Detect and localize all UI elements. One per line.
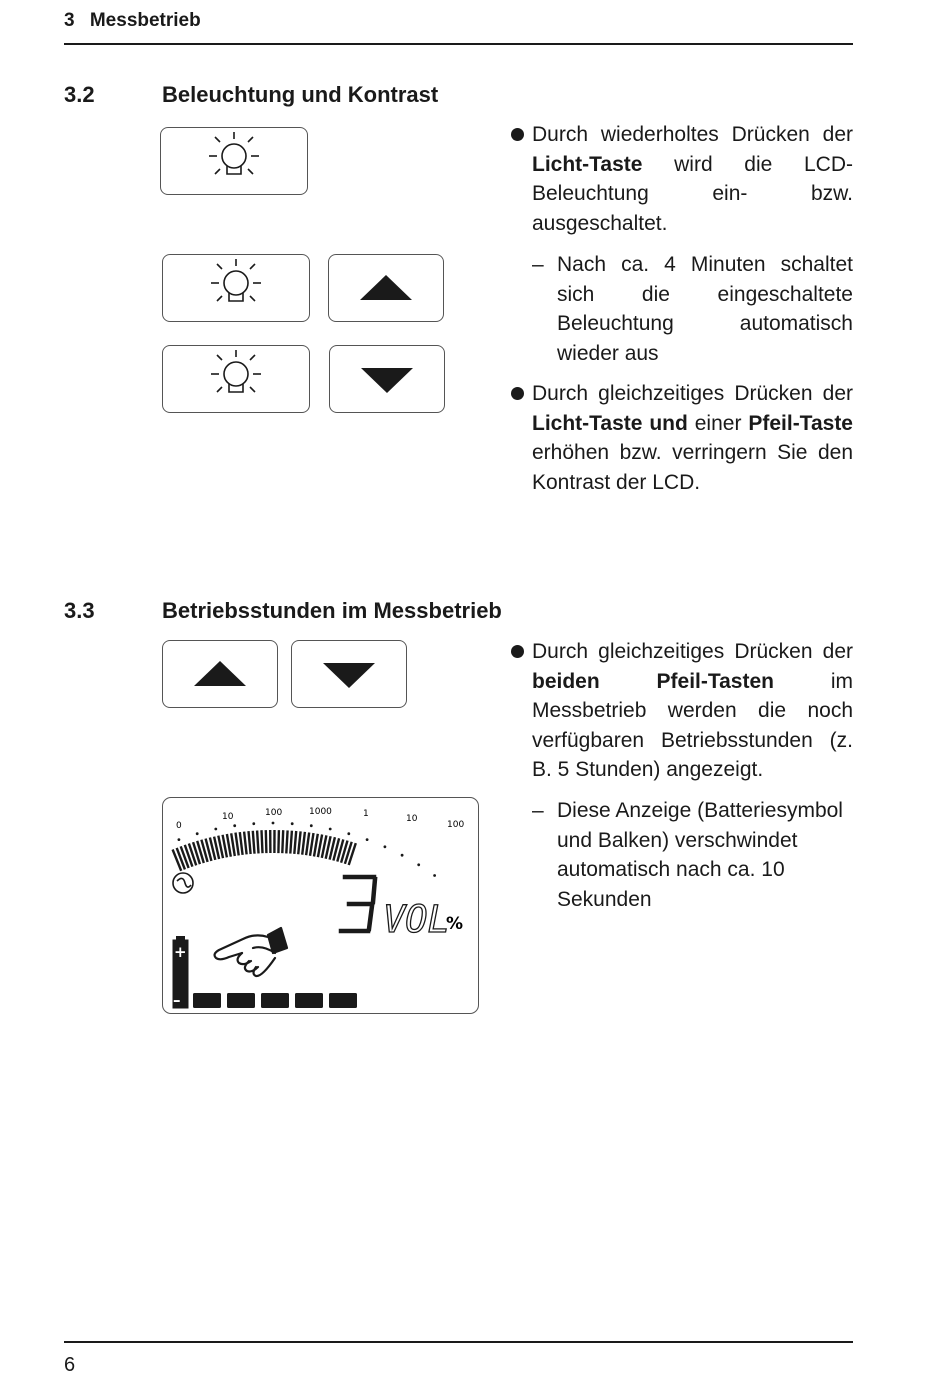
triangle-down-icon — [292, 641, 406, 707]
bargraph-scale — [173, 830, 356, 871]
bargraph-segment — [278, 830, 279, 853]
bulb-icon — [163, 346, 309, 412]
pointing-hand-icon — [215, 928, 287, 976]
percent-sign: % — [446, 914, 464, 934]
bargraph-segment — [298, 831, 300, 854]
running-head — [64, 10, 201, 32]
bullet-dot — [511, 645, 524, 658]
arrow-down-key — [329, 345, 445, 413]
section-title-3-2: Beleuchtung und Kontrast — [162, 82, 439, 107]
bargraph-segment — [290, 831, 292, 854]
paragraph-operating-hours — [532, 637, 853, 785]
bold-term: Licht-Taste — [532, 152, 643, 176]
battery-level-bar — [227, 993, 255, 1008]
scale-dot — [233, 824, 236, 827]
section-number-3-3: 3.3 — [64, 598, 95, 623]
paragraph-display-timeout: Diese Anzeige (Batteriesymbol und Balken) verschwindet automatisch nach ca. 10 Sekunden — [557, 799, 843, 911]
triangle-up-icon — [329, 255, 443, 321]
lcd-screen — [163, 798, 478, 1013]
text-run: Durch wiederholtes Drücken der — [532, 123, 853, 146]
unit-label: VOL — [383, 898, 450, 941]
paragraph-auto-off: Nach ca. 4 Minuten schaltet sich die eingeschaltete Beleuchtung automatisch wieder aus — [557, 253, 853, 365]
text-run: wird die LCD-Beleuchtung ein- bzw. ausgeschaltet. — [532, 152, 853, 235]
bargraph-segment — [266, 830, 267, 853]
scale-dot — [196, 832, 199, 835]
bold-term: Pfeil-Taste — [748, 411, 853, 435]
text-run: Durch gleichzeitiges Drücken der — [532, 640, 853, 663]
bargraph-segment — [286, 830, 287, 853]
light-key — [160, 127, 308, 195]
bargraph-segment — [282, 830, 283, 853]
scale-dot — [272, 822, 275, 825]
clock-symbol-icon — [173, 873, 193, 893]
bullet-dot — [511, 387, 524, 400]
bullet-dot — [511, 128, 524, 141]
dash-marker: – — [532, 799, 544, 822]
bargraph-segment — [227, 834, 231, 857]
text-run: erhöhen bzw. verringern Sie den Kontrast der LCD. — [532, 441, 853, 494]
scale-label: 100 — [447, 820, 465, 830]
scale-label: 10 — [222, 812, 234, 822]
bargraph-segment — [249, 831, 251, 854]
page-number: 6 — [64, 1354, 76, 1376]
paragraph-light-toggle — [532, 120, 853, 238]
bargraph-segment — [231, 833, 235, 856]
bargraph-segment — [253, 831, 255, 854]
triangle-down-icon — [330, 346, 444, 412]
triangle-up-icon — [163, 641, 277, 707]
bulb-icon — [161, 128, 307, 194]
scale-dot — [178, 838, 181, 841]
scale-label: 0 — [176, 821, 182, 831]
scale-dot — [401, 854, 404, 857]
battery-minus: – — [173, 991, 181, 1009]
dash-marker: – — [532, 253, 544, 276]
battery-level-bar — [295, 993, 323, 1008]
battery-level-bar — [193, 993, 221, 1008]
bold-term: beiden Pfeil-Tasten — [532, 669, 774, 693]
bargraph-segment — [240, 832, 243, 855]
scale-label: 100 — [265, 808, 283, 818]
arrow-up-key-2 — [162, 640, 278, 708]
scale-label: 10 — [406, 814, 418, 824]
scale-dot — [291, 822, 294, 825]
chapter-title: Messbetrieb — [89, 10, 201, 31]
scale-dot — [310, 824, 313, 827]
scale-dot — [433, 874, 436, 877]
header-rule — [64, 43, 853, 45]
light-key-3 — [162, 345, 310, 413]
scale-dot — [417, 863, 420, 866]
bargraph-segment — [244, 832, 247, 855]
bargraph-segment — [262, 830, 263, 853]
bargraph-segment — [257, 831, 258, 854]
paragraph-contrast — [532, 379, 853, 497]
arrow-up-key — [328, 254, 444, 322]
light-key-2 — [162, 254, 310, 322]
footer-rule — [64, 1341, 853, 1343]
text-run: einer — [687, 411, 749, 435]
battery-icon — [173, 936, 188, 1009]
bulb-icon — [163, 255, 309, 321]
battery-plus: + — [174, 943, 187, 961]
bargraph-segment — [306, 833, 309, 856]
scale-dot — [252, 822, 255, 825]
scale-dot — [366, 838, 369, 841]
scale-label: 1000 — [309, 807, 332, 817]
scale-dot — [347, 832, 350, 835]
bargraph-segment — [236, 833, 239, 856]
arrow-down-key-2 — [291, 640, 407, 708]
bargraph-segment — [302, 832, 305, 855]
chapter-number: 3 — [64, 10, 75, 31]
text-run: Durch gleichzeitiges Drücken der — [532, 382, 853, 405]
text-run: im Messbetrieb werden die noch verfügbaren Betriebsstunden (z. B. 5 Stunden) angezeigt. — [532, 669, 854, 781]
section-number-3-2: 3.2 — [64, 82, 95, 107]
bargraph-segment — [310, 833, 314, 856]
bargraph-segment — [294, 831, 296, 854]
battery-level-bar — [261, 993, 289, 1008]
bold-term: Licht-Taste und — [532, 411, 688, 435]
bargraph-segment — [314, 834, 318, 857]
scale-dot — [384, 845, 387, 848]
battery-level-bar — [329, 993, 357, 1008]
scale-dot — [329, 828, 332, 831]
seven-segment-digit — [341, 877, 375, 931]
section-title-3-3: Betriebsstunden im Messbetrieb — [162, 598, 502, 623]
bargraph-segment — [173, 850, 182, 871]
scale-dot — [214, 828, 217, 831]
scale-label: 1 — [363, 809, 369, 819]
lcd-display — [162, 797, 479, 1014]
battery-level-bars — [193, 993, 357, 1008]
